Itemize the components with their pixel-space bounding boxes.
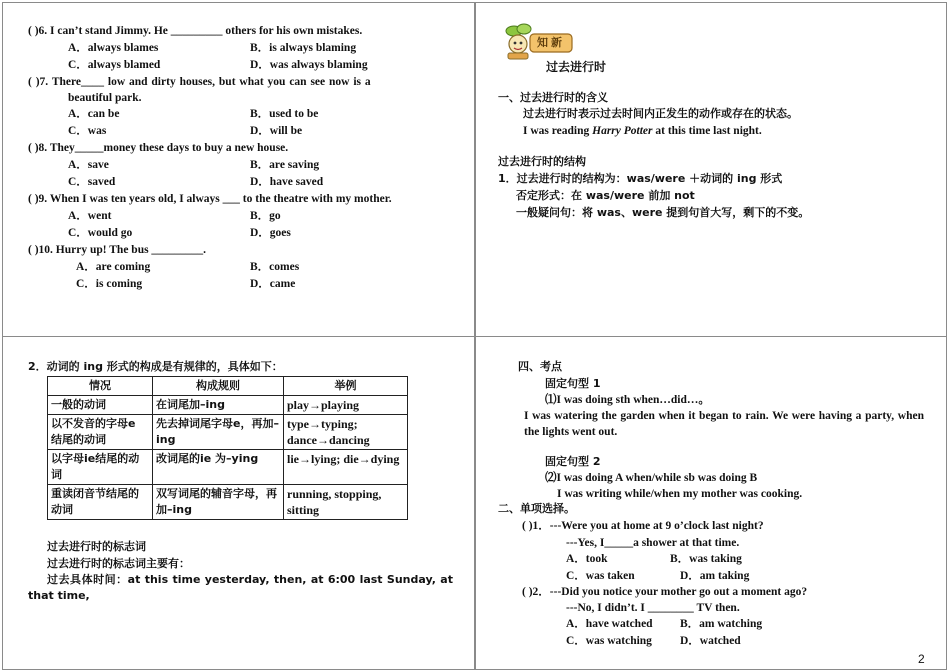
q7-option-a: A．can be — [68, 108, 120, 120]
q10-option-a: A．are coming — [76, 261, 151, 273]
ex1-option-c: C．was taken — [566, 570, 635, 582]
section-title: 过去进行时 — [546, 60, 607, 74]
table-cell-rule: 在词尾加–ing — [153, 396, 284, 415]
sec2-question: 一般疑问句：将 was、were 提到句首大写，剩下的不变。 — [516, 206, 810, 219]
q7-option-b: B．used to be — [250, 108, 319, 120]
q9-stem: ( )9. When I was ten years old, I always ___ to the theatre with my mother. — [28, 193, 392, 205]
q7-option-c: C．was — [68, 125, 107, 137]
table-cell-example: play→playing — [284, 396, 408, 415]
q6-stem: ( )6. I can’t stand Jimmy. He _________ others for his own mistakes. — [28, 25, 363, 37]
q6-option-b: B．is always blaming — [250, 42, 357, 54]
q7-option-d: D．will be — [250, 125, 303, 137]
signal-words-text: 过去具体时间：at this time yesterday, then, at 6:00 last Sunday, at that time, — [28, 573, 453, 602]
q8-option-a: A．save — [68, 159, 109, 171]
ex2-option-d: D．watched — [680, 635, 741, 647]
pattern2-example: I was writing while/when my mother was cooking. — [557, 488, 803, 500]
table-row — [48, 415, 408, 450]
table-header-case: 情况 — [48, 377, 153, 396]
table-row — [48, 450, 408, 485]
q7-stem: ( )7. There____ low and dirty houses, but what you can see now is a — [28, 76, 371, 88]
q9-option-a: A．went — [68, 210, 112, 222]
q6-option-a: A．always blames — [68, 42, 159, 54]
key-points-heading: 四、考点 — [518, 360, 562, 373]
ex2-option-a: A．have watched — [566, 618, 653, 630]
ex1-option-d: D．am taking — [680, 570, 750, 582]
q9-option-c: C．would go — [68, 227, 133, 239]
sec2-negative: 否定形式：在 was/were 前加 not — [516, 189, 695, 202]
table-cell-rule: 双写词尾的辅音字母，再加–ing — [153, 485, 284, 520]
sec1-example-pre: I was reading — [523, 125, 593, 137]
q8-option-c: C．saved — [68, 176, 116, 188]
table-cell-rule: 改词尾的ie 为–ying — [153, 450, 284, 485]
table-header-rule: 构成规则 — [153, 377, 284, 396]
q10-option-b: B．comes — [250, 261, 300, 273]
pattern1-title: 固定句型 1 — [545, 377, 601, 390]
table-cell-example: running, stopping, sitting — [284, 485, 408, 520]
table-cell-rule: 先去掉词尾字母e，再加–ing — [153, 415, 284, 450]
zhixin-badge-icon — [500, 22, 576, 62]
q9-option-b: B．go — [250, 210, 281, 222]
sec1-heading: 一、过去进行时的含义 — [498, 91, 608, 104]
pattern1-rule: ⑴I was doing sth when…did…。 — [545, 394, 710, 406]
table-cell-case: 一般的动词 — [48, 396, 153, 415]
sec1-example-title: Harry Potter — [592, 125, 653, 137]
sec2-heading: 过去进行时的结构 — [498, 155, 586, 168]
q6-option-c: C．always blamed — [68, 59, 161, 71]
sec1-example-post: at this time last night. — [652, 125, 762, 137]
table-row — [48, 485, 408, 520]
ex1-option-b: B．was taking — [670, 553, 742, 565]
q8-stem: ( )8. They_____money these days to buy a new house. — [28, 142, 289, 154]
ex2-option-b: B．am watching — [680, 618, 763, 630]
pattern2-title: 固定句型 2 — [545, 455, 601, 468]
table-cell-case: 重读闭音节结尾的动词 — [48, 485, 153, 520]
q7-stem-cont: beautiful park. — [68, 92, 142, 104]
ex2-stem: ( )2．---Did you notice your mother go out a moment ago? — [522, 586, 808, 598]
table-header-row — [48, 377, 408, 396]
q8-option-d: D．have saved — [250, 176, 324, 188]
table-row — [48, 396, 408, 415]
table-cell-case: 以不发音的字母e 结尾的动词 — [48, 415, 153, 450]
ex2-option-c: C．was watching — [566, 635, 652, 647]
signal-words-intro: 过去进行时的标志词主要有： — [47, 557, 190, 570]
signal-words-title: 过去进行时的标志词 — [47, 540, 146, 553]
q10-option-d: D．came — [250, 278, 296, 290]
q10-stem: ( )10. Hurry up! The bus _________. — [28, 244, 207, 256]
pattern1-example: I was watering the garden when it began to rain. We were having a party, when the lights went out. — [524, 410, 924, 438]
exercise-heading: 二、单项选择。 — [498, 502, 575, 515]
page-number: 2 — [918, 652, 925, 666]
table-cell-example: lie→lying; die→dying — [284, 450, 408, 485]
q10-option-c: C．is coming — [76, 278, 143, 290]
q8-option-b: B．are saving — [250, 159, 320, 171]
table-cell-example: type→typing; dance→dancing — [284, 415, 408, 450]
table-header-example: 举例 — [284, 377, 408, 396]
ex1-stem-cont: ---Yes, I_____a shower at that time. — [566, 537, 740, 549]
ex1-option-a: A．took — [566, 553, 608, 565]
q6-option-d: D．was always blaming — [250, 59, 368, 71]
zhixin-badge-text: 知新 — [537, 36, 565, 49]
pattern2-rule: ⑵I was doing A when/while sb was doing B — [545, 472, 758, 484]
sec1-example — [523, 124, 762, 138]
ing-rules-table — [47, 376, 408, 520]
ing-rules-heading: 2．动词的 ing 形式的构成是有规律的，具体如下： — [28, 360, 283, 373]
sec2-structure: 1．过去进行时的结构为：was/were ＋动词的 ing 形式 — [498, 172, 783, 185]
q9-option-d: D．goes — [250, 227, 291, 239]
ex2-stem-cont: ---No, I didn’t. I ________ TV then. — [566, 602, 740, 614]
ex1-stem: ( )1．---Were you at home at 9 o’clock last night? — [522, 520, 764, 532]
table-cell-case: 以字母ie结尾的动词 — [48, 450, 153, 485]
sec1-definition: 过去进行时表示过去时间内正发生的动作或存在的状态。 — [523, 107, 798, 120]
